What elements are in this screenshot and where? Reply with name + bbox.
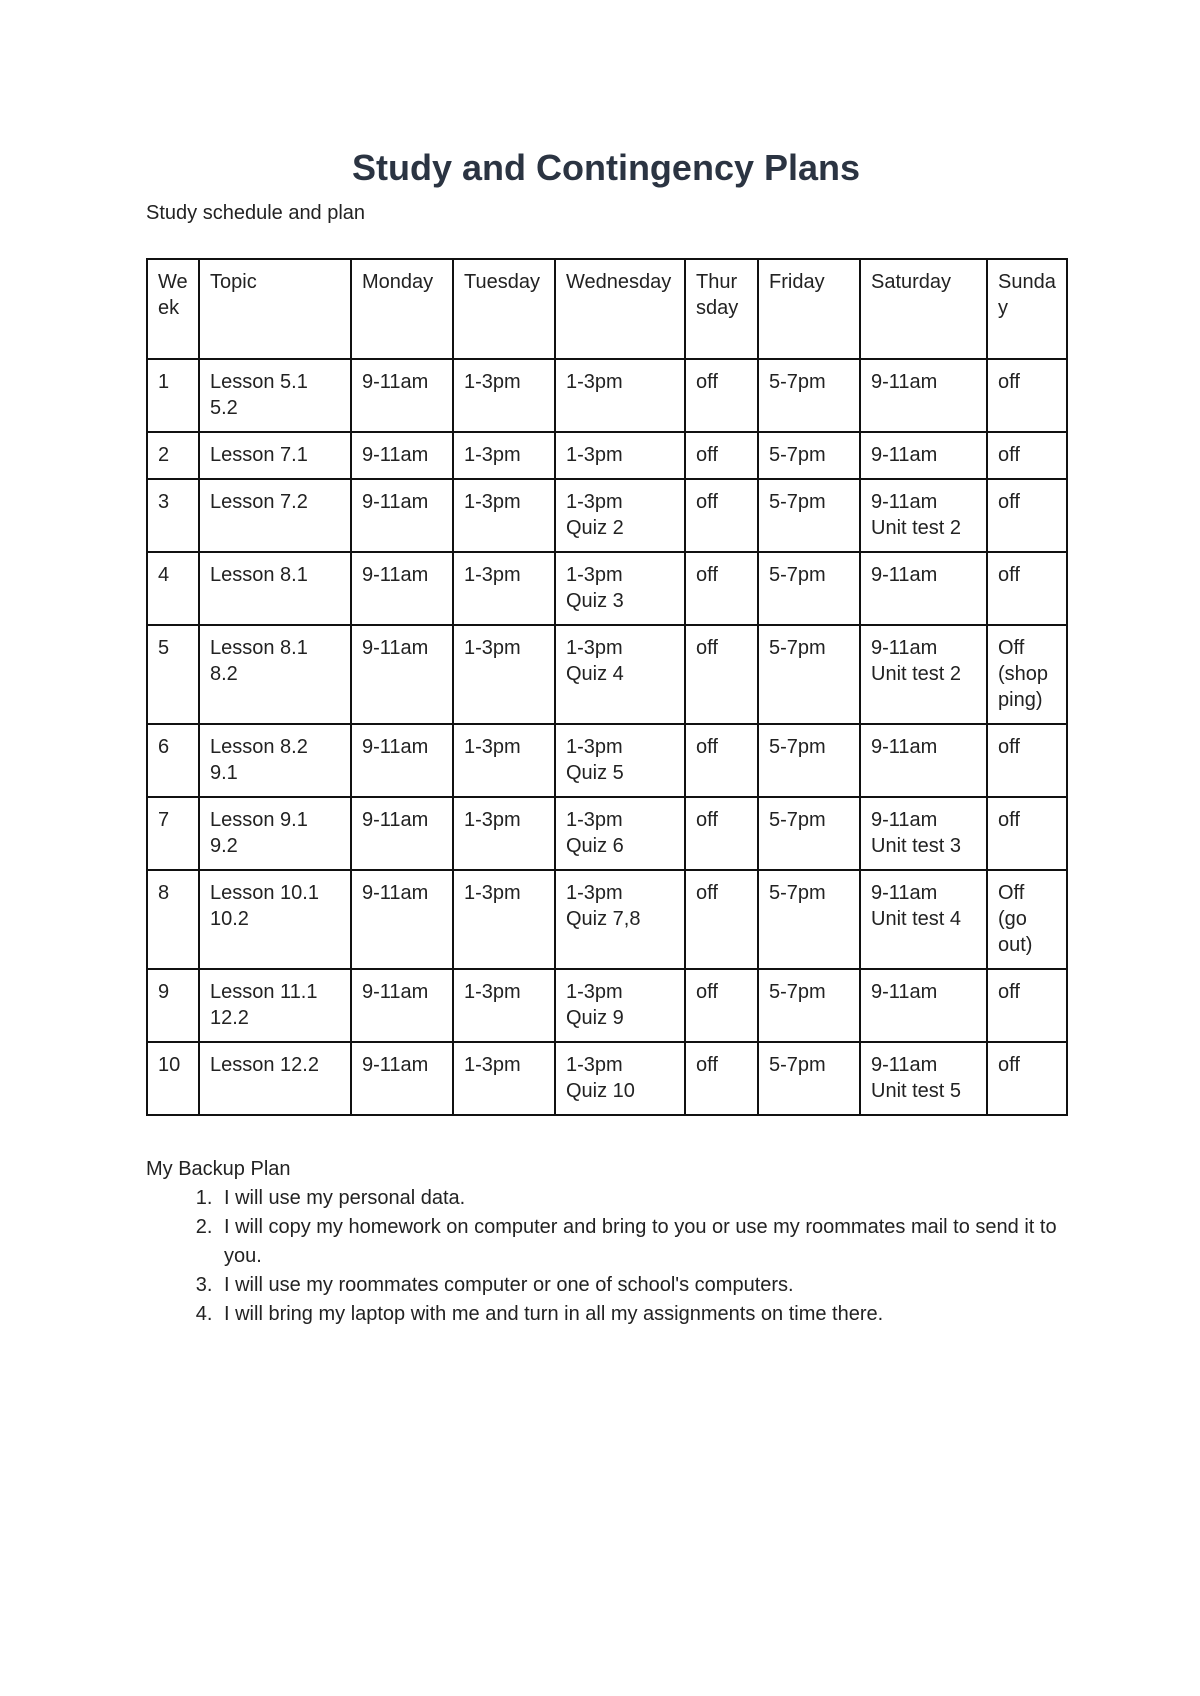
cell-monday: 9-11am — [351, 432, 453, 479]
cell-tuesday: 1-3pm — [453, 432, 555, 479]
cell-saturday: 9-11am — [860, 359, 987, 432]
table-row — [147, 479, 1067, 552]
cell-thursday: off — [685, 359, 758, 432]
header-saturday: Saturday — [860, 259, 987, 359]
cell-topic: Lesson 9.1 9.2 — [199, 797, 351, 870]
cell-saturday: 9-11am — [860, 969, 987, 1042]
cell-monday: 9-11am — [351, 969, 453, 1042]
cell-topic: Lesson 11.1 12.2 — [199, 969, 351, 1042]
cell-saturday: 9-11am Unit test 4 — [860, 870, 987, 969]
cell-monday: 9-11am — [351, 552, 453, 625]
cell-topic: Lesson 10.1 10.2 — [199, 870, 351, 969]
cell-wednesday: 1-3pm Quiz 6 — [555, 797, 685, 870]
cell-sunday: off — [987, 359, 1067, 432]
cell-monday: 9-11am — [351, 870, 453, 969]
cell-friday: 5-7pm — [758, 625, 860, 724]
cell-saturday: 9-11am Unit test 3 — [860, 797, 987, 870]
cell-sunday: off — [987, 724, 1067, 797]
cell-week: 1 — [147, 359, 199, 432]
cell-wednesday: 1-3pm Quiz 10 — [555, 1042, 685, 1115]
study-schedule-table — [146, 258, 1068, 1116]
table-row — [147, 870, 1067, 969]
table-header-row — [147, 259, 1067, 359]
cell-thursday: off — [685, 552, 758, 625]
cell-sunday: off — [987, 797, 1067, 870]
cell-topic: Lesson 8.1 8.2 — [199, 625, 351, 724]
cell-tuesday: 1-3pm — [453, 969, 555, 1042]
cell-week: 9 — [147, 969, 199, 1042]
cell-week: 5 — [147, 625, 199, 724]
cell-friday: 5-7pm — [758, 870, 860, 969]
cell-thursday: off — [685, 870, 758, 969]
cell-wednesday: 1-3pm Quiz 9 — [555, 969, 685, 1042]
cell-sunday: off — [987, 1042, 1067, 1115]
table-row — [147, 625, 1067, 724]
cell-friday: 5-7pm — [758, 359, 860, 432]
backup-plan-list — [146, 1184, 1066, 1329]
cell-tuesday: 1-3pm — [453, 797, 555, 870]
cell-friday: 5-7pm — [758, 432, 860, 479]
schedule-body — [147, 359, 1067, 1115]
cell-topic: Lesson 8.2 9.1 — [199, 724, 351, 797]
cell-week: 2 — [147, 432, 199, 479]
table-row — [147, 1042, 1067, 1115]
cell-thursday: off — [685, 1042, 758, 1115]
cell-friday: 5-7pm — [758, 1042, 860, 1115]
cell-week: 7 — [147, 797, 199, 870]
cell-wednesday: 1-3pm — [555, 359, 685, 432]
header-friday: Friday — [758, 259, 860, 359]
cell-topic: Lesson 8.1 — [199, 552, 351, 625]
cell-saturday: 9-11am Unit test 2 — [860, 479, 987, 552]
cell-tuesday: 1-3pm — [453, 870, 555, 969]
header-monday: Monday — [351, 259, 453, 359]
backup-plan-title: My Backup Plan — [146, 1158, 291, 1180]
cell-tuesday: 1-3pm — [453, 552, 555, 625]
cell-tuesday: 1-3pm — [453, 625, 555, 724]
header-tuesday: Tuesday — [453, 259, 555, 359]
cell-sunday: off — [987, 969, 1067, 1042]
table-row — [147, 432, 1067, 479]
document-title: Study and Contingency Plans — [351, 147, 861, 188]
list-item: 2. I will copy my homework on computer and bring to you or use my roommates mail to send it to you. — [218, 1213, 1066, 1271]
cell-friday: 5-7pm — [758, 969, 860, 1042]
cell-sunday: off — [987, 432, 1067, 479]
cell-thursday: off — [685, 625, 758, 724]
cell-week: 6 — [147, 724, 199, 797]
cell-thursday: off — [685, 432, 758, 479]
cell-monday: 9-11am — [351, 359, 453, 432]
cell-sunday: off — [987, 479, 1067, 552]
table-row — [147, 797, 1067, 870]
cell-wednesday: 1-3pm Quiz 4 — [555, 625, 685, 724]
header-week: Week — [147, 259, 199, 359]
cell-monday: 9-11am — [351, 625, 453, 724]
cell-wednesday: 1-3pm Quiz 3 — [555, 552, 685, 625]
cell-saturday: 9-11am Unit test 2 — [860, 625, 987, 724]
cell-friday: 5-7pm — [758, 479, 860, 552]
cell-thursday: off — [685, 724, 758, 797]
table-row — [147, 969, 1067, 1042]
cell-week: 8 — [147, 870, 199, 969]
cell-friday: 5-7pm — [758, 797, 860, 870]
list-item: 4. I will bring my laptop with me and turn in all my assignments on time there. — [218, 1300, 1066, 1329]
cell-tuesday: 1-3pm — [453, 724, 555, 797]
cell-monday: 9-11am — [351, 1042, 453, 1115]
cell-sunday: off — [987, 552, 1067, 625]
cell-saturday: 9-11am Unit test 5 — [860, 1042, 987, 1115]
cell-saturday: 9-11am — [860, 552, 987, 625]
cell-monday: 9-11am — [351, 797, 453, 870]
document-subtitle: Study schedule and plan — [146, 202, 366, 224]
header-topic: Topic — [199, 259, 351, 359]
cell-wednesday: 1-3pm Quiz 2 — [555, 479, 685, 552]
cell-monday: 9-11am — [351, 479, 453, 552]
cell-topic: Lesson 5.1 5.2 — [199, 359, 351, 432]
cell-tuesday: 1-3pm — [453, 359, 555, 432]
cell-week: 4 — [147, 552, 199, 625]
cell-sunday: Off (shopping) — [987, 625, 1067, 724]
header-thursday: Thursday — [685, 259, 758, 359]
list-item: 3. I will use my roommates computer or one of school's computers. — [218, 1271, 1066, 1300]
cell-tuesday: 1-3pm — [453, 1042, 555, 1115]
cell-tuesday: 1-3pm — [453, 479, 555, 552]
table-row — [147, 359, 1067, 432]
cell-sunday: Off (go out) — [987, 870, 1067, 969]
cell-thursday: off — [685, 969, 758, 1042]
cell-wednesday: 1-3pm Quiz 7,8 — [555, 870, 685, 969]
cell-monday: 9-11am — [351, 724, 453, 797]
cell-friday: 5-7pm — [758, 724, 860, 797]
cell-thursday: off — [685, 479, 758, 552]
list-item: 1. I will use my personal data. — [218, 1184, 1066, 1213]
table-row — [147, 552, 1067, 625]
cell-friday: 5-7pm — [758, 552, 860, 625]
cell-saturday: 9-11am — [860, 724, 987, 797]
cell-topic: Lesson 12.2 — [199, 1042, 351, 1115]
header-sunday: Sunday — [987, 259, 1067, 359]
cell-wednesday: 1-3pm — [555, 432, 685, 479]
table-row — [147, 724, 1067, 797]
cell-week: 10 — [147, 1042, 199, 1115]
cell-topic: Lesson 7.2 — [199, 479, 351, 552]
cell-week: 3 — [147, 479, 199, 552]
cell-topic: Lesson 7.1 — [199, 432, 351, 479]
cell-wednesday: 1-3pm Quiz 5 — [555, 724, 685, 797]
header-wednesday: Wednesday — [555, 259, 685, 359]
cell-saturday: 9-11am — [860, 432, 987, 479]
cell-thursday: off — [685, 797, 758, 870]
